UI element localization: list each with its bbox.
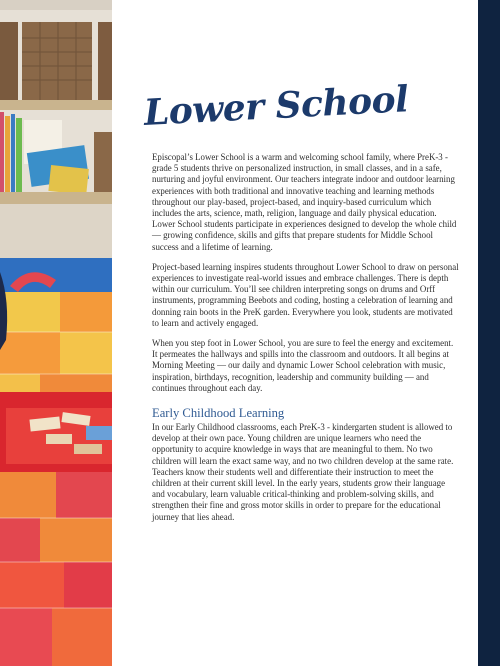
intro-paragraph-1: Episcopal’s Lower School is a warm and welcoming school family, where PreK-3 - grade 5 students thrive on personalized instruction, in small classes, and in a safe, nurturing and joyful environment. Our teachers integrate indoor and outdoor learning experiences with both traditional and innovative teaching and learning methods throughout our play-based, project-based, and inquiry-based curriculum which includes the arts, science, math, religion, language and daily physical education. Lower School students participate in experiences designed to develop the whole child — growing confidence, skills and gifts that prepare students for Middle School success and a lifetime of learning. (152, 152, 457, 252)
section-heading: Early Childhood Learning (152, 406, 285, 421)
classroom-photo (0, 0, 112, 666)
edge-color-strip (478, 0, 500, 666)
classroom-photo-illustration (0, 0, 112, 666)
article-body (152, 152, 460, 532)
intro-paragraph-2: Project-based learning inspires students throughout Lower School to draw on personal experiences to investigate real-world issues and embrace challenges. There is depth within our curriculum. You’ll see children interpreting songs on drums and Orff instruments, programming Beebots and coding, hosting a celebration of learning and donning rain boots in the PreK garden. Everywhere you look, students are motivated to learn and actively engaged. (152, 261, 459, 328)
intro-paragraph-3: When you step foot in Lower School, you are sure to feel the energy and excitement. It permeates the hallways and spills into the classroom and outdoors. It all begins at Morning Meeting — our daily and dynamic Lower School celebration with music, inspiration, birthdays, recognition, leadership and community building — and continues throughout each day. (152, 338, 454, 393)
page-title: Lower School (142, 78, 410, 134)
article-content (112, 0, 478, 666)
section-paragraph: In our Early Childhood classrooms, each PreK-3 - kindergarten student is allowed to develop at their own pace. Young children are unique learners who need the opportunity to acquire knowledge in ways that are meaningful to them. No two children will learn the exact same way, and no two children develop at the same rate. Teachers know their students well and differentiate their instruction to meet the children at their current skill level. In the early years, students grow their language and vocabulary, learn valuable critical-thinking and problem-solving skills, and strengthen their fine and gross motor skills in order to prepare for the educational journey that lies ahead. (152, 422, 454, 522)
